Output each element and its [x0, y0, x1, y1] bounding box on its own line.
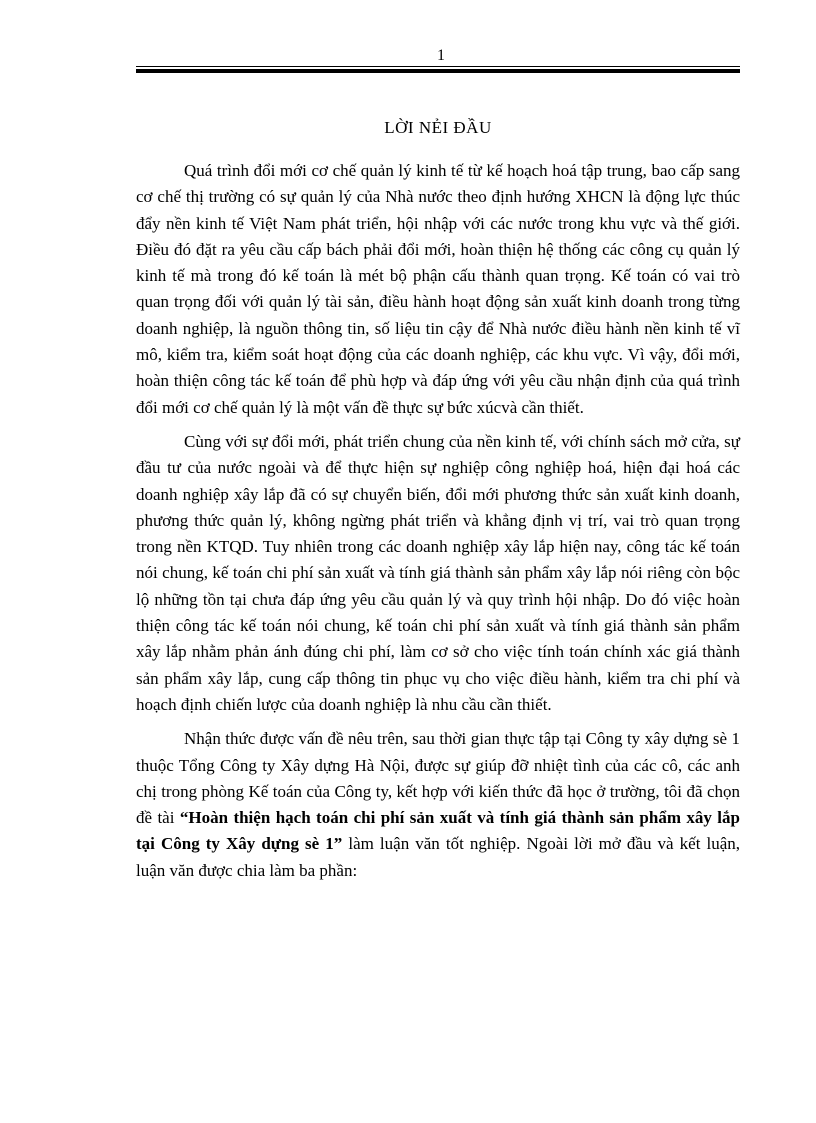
paragraph-2: Cùng với sự đổi mới, phát triển chung của nền kinh tế, với chính sách mở cửa, sự đầu tư của nước ngoài và để thực hiện sự nghiệp công nghiệp hoá, hiện đại hoá các doanh nghiệp xây lắp đã có sự chuyển biến, đổi mới phương thức sản xuất kinh doanh, phương thức quản lý, không ngừng phát triển và khẳng định vị trí, vai trò quan trọng trong nền KTQD. Tuy nhiên trong các doanh nghiệp xây lắp hiện nay, công tác kế toán nói chung, kế toán chi phí sản xuất và tính giá thành sản phẩm xây lắp nói riêng còn bộc lộ những tồn tại chưa đáp ứng yêu cầu quản lý và quy trình hội nhập. Do đó việc hoàn thiện công tác kế toán nói chung, kế toán chi phí sản xuất và tính giá thành sản phẩm xây lắp nhằm phản ánh đúng chi phí, làm cơ sở cho việc tính toán chính xác giá thành sản phẩm xây lắp, cung cấp thông tin phục vụ cho việc điều hành, kiểm tra chi phí và hoạch định chiến lược của doanh nghiệp là nhu cầu cần thiết.: [136, 431, 740, 714]
document-body: [136, 116, 740, 892]
page-number: 1: [437, 47, 445, 64]
header-rule-thick-line: [136, 69, 740, 73]
header-rule: [136, 66, 740, 76]
thesis-topic-title: “Hoàn thiện hạch toán chi phí sản xuất và tính giá thành sản phẩm xây lắp tại Công ty Xây dựng sè 1”: [136, 808, 740, 854]
header-rule-thin-line: [136, 66, 740, 67]
paragraph-1: Quá trình đổi mới cơ chế quản lý kinh tế từ kế hoạch hoá tập trung, bao cấp sang cơ chế thị trường có sự quản lý của Nhà nước theo định hướng XHCN là động lực thúc đẩy nền kinh tế Việt Nam phát triển, hội nhập với các nước trong khu vực và thế giới. Điều đó đặt ra yêu cầu cấp bách phải đổi mới, hoàn thiện hệ thống các công cụ quản lý kinh tế mà trong đó kế toán là mét bộ phận cấu thành quan trọng. Kế toán có vai trò quan trọng đối với quản lý tài sản, điều hành hoạt động sản xuất kinh doanh trong từng doanh nghiệp, là nguồn thông tin, số liệu tin cậy để Nhà nước điều hành nền kinh tế vĩ mô, kiểm tra, kiểm soát hoạt động của các doanh nghiệp, các khu vực. Vì vậy, đổi mới, hoàn thiện công tác kế toán để phù hợp và đáp ứng với yêu cầu nhận định của quá trình đổi mới cơ chế quản lý là một vấn đề thực sự bức xúcvà cần thiết.: [136, 161, 740, 417]
paragraph-3-text-start: Nhận thức được vấn đề nêu trên, sau thời gian thực tập tại Công ty xây dựng sè 1 thuộc Tổng Công ty Xây dựng Hà Nội, được sự giúp đỡ nhiệt tình của các cô, các anh chị trong phòng Kế toán của Công ty, kết hợp với kiến thức đã học ở trường, tôi đã chọn đề tài: [136, 729, 740, 828]
paragraph-3-text-end: làm luận văn tốt nghiệp. Ngoài lời mở đầu và kết luận, luận văn được chia làm ba phần:: [136, 834, 741, 880]
document-title: LỜI NẺI ĐẦU: [384, 118, 492, 137]
paragraph-3: [136, 726, 740, 884]
